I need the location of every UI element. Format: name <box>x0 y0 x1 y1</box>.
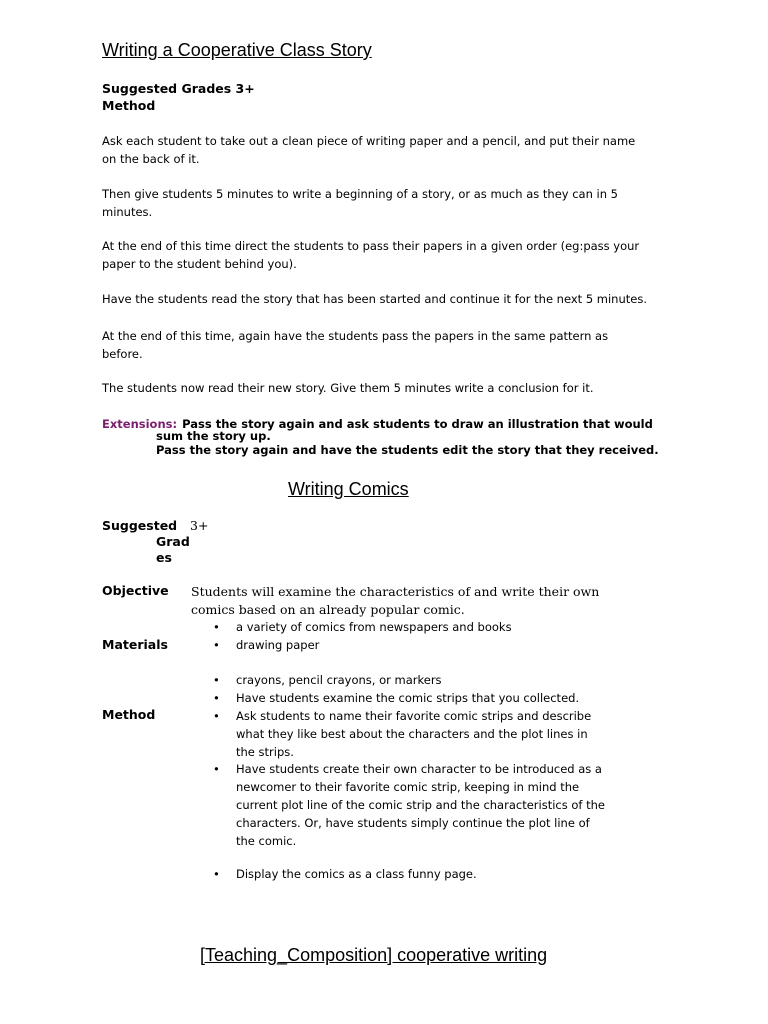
method-label: Method <box>102 707 156 722</box>
extension-line-1: Pass the story again and ask students to draw an illustration that would <box>182 417 653 431</box>
bullet-icon: • <box>213 638 220 652</box>
section1-paragraph-6: The students now read their new story. Give them 5 minutes write a conclusion for it. <box>102 381 594 395</box>
grades-label-line-3: es <box>156 550 172 565</box>
bullet-icon: • <box>213 620 220 634</box>
section1-paragraph-2: Then give students 5 minutes to write a beginning of a story, or as much as they can in 5 minutes. <box>102 187 619 219</box>
section1-paragraph-1: Ask each student to take out a clean piece of writing paper and a pencil, and put their name on the back of it. <box>102 134 636 166</box>
extension-line-3: Pass the story again and have the students edit the story that they received. <box>156 443 659 457</box>
extension-line-2: sum the story up. <box>156 429 271 443</box>
bullet-text: drawing paper <box>236 638 320 652</box>
section2-title: Writing Comics <box>288 479 409 499</box>
grades-label-line-1: Suggested <box>102 518 178 533</box>
objective-line-1: Students will examine the characteristics of and write their own <box>191 584 600 599</box>
grades-label-line-2: Grad <box>156 534 190 549</box>
section1-paragraph-4: Have the students read the story that has been started and continue it for the next 5 minutes. <box>102 292 647 306</box>
bullet-text: the strips. <box>236 745 294 759</box>
bullet-text: newcomer to their favorite comic strip, keeping in mind the <box>236 780 580 794</box>
bullet-icon: • <box>213 691 220 705</box>
materials-label: Materials <box>102 637 168 652</box>
bullet-icon: • <box>213 673 220 687</box>
bullet-icon: • <box>213 762 220 776</box>
bullet-text: Ask students to name their favorite comic strips and describe <box>236 709 592 723</box>
bullet-icon: • <box>213 709 220 723</box>
section1-paragraph-3: At the end of this time direct the students to pass their papers in a given order (eg:pass your paper to the student behind you). <box>102 239 640 271</box>
bullet-text: characters. Or, have students simply continue the plot line of <box>236 816 590 830</box>
section1-title: Writing a Cooperative Class Story <box>102 40 372 60</box>
bullet-text: Have students examine the comic strips that you collected. <box>236 691 580 705</box>
section1-grades: Suggested Grades 3+ <box>102 81 255 96</box>
objective-label: Objective <box>102 583 169 598</box>
bullet-text: a variety of comics from newspapers and books <box>236 620 512 634</box>
footer-title: [Teaching_Composition] cooperative writing <box>200 945 548 965</box>
bullet-text: what they like best about the characters and the plot lines in <box>236 727 588 741</box>
bullet-text: current plot line of the comic strip and the characteristics of the <box>236 798 605 812</box>
bullet-text: Have students create their own character to be introduced as a <box>236 762 602 776</box>
bullet-text: Display the comics as a class funny page. <box>236 867 477 881</box>
section1-method-label: Method <box>102 98 156 113</box>
grades-value: 3+ <box>190 518 209 533</box>
section1-paragraph-5: At the end of this time, again have the students pass the papers in the same pattern as before. <box>102 329 609 361</box>
list-item <box>213 760 603 850</box>
list-item <box>213 707 603 761</box>
bullet-icon: • <box>213 867 220 881</box>
bullet-text: the comic. <box>236 834 297 848</box>
bullet-text: crayons, pencil crayons, or markers <box>236 673 442 687</box>
objective-line-2: comics based on an already popular comic. <box>191 602 465 617</box>
extensions-label: Extensions: <box>102 417 178 431</box>
